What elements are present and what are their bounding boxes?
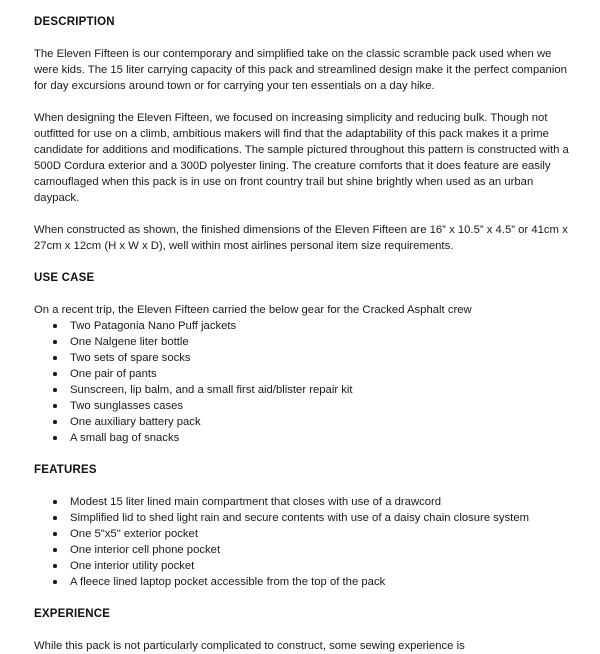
list-item [34,318,572,334]
list-item-label: Simplified lid to shed light rain and secure contents with use of a daisy chain closure system [70,512,530,524]
bullet-icon [53,340,57,344]
list-item [34,574,572,590]
section-heading-experience: EXPERIENCE [34,608,111,620]
list-item [34,510,572,526]
spacer [34,622,572,638]
spacer [34,286,572,302]
description-paragraph-3: When constructed as shown, the finished dimensions of the Eleven Fifteen are 16” x 10.5” x 4.5” or 41cm x 27cm x 12cm (H x W x D), well within most airlines personal item size requirements. [34,224,568,252]
list-item [34,382,572,398]
experience-clipped-row [34,638,572,654]
bullet-icon [53,324,57,328]
list-item [34,334,572,350]
list-item-label: Sunscreen, lip balm, and a small first aid/blister repair kit [70,384,353,396]
spacer [34,590,572,606]
spacer [34,478,572,494]
list-item-label: A small bag of snacks [70,432,180,444]
features-list [34,494,572,590]
use-case-intro: On a recent trip, the Eleven Fifteen carried the below gear for the Cracked Asphalt crew [34,304,472,316]
list-item-label: One 5"x5" exterior pocket [70,528,198,540]
use-case-list [34,318,572,446]
list-item-label: Modest 15 liter lined main compartment that closes with use of a drawcord [70,496,442,508]
list-item-label: One Nalgene liter bottle [70,336,189,348]
list-item [34,558,572,574]
bullet-icon [53,420,57,424]
experience-paragraph-1: While this pack is not particularly complicated to construct, some sewing experience is [34,640,465,652]
bullet-icon [53,516,57,520]
list-item-label: One interior utility pocket [70,560,195,572]
bullet-icon [53,404,57,408]
section-heading-features: FEATURES [34,464,97,476]
bullet-icon [53,564,57,568]
list-item-label: Two sets of spare socks [70,352,191,364]
spacer [34,446,572,462]
description-paragraph-1: The Eleven Fifteen is our contemporary and simplified take on the classic scramble pack used when we were kids. The 15 liter carrying capacity of this pack and streamlined design make it the perfect companion for day excursions around town or for carrying your ten essentials on a day hike. [34,48,567,92]
list-item [34,494,572,510]
bullet-icon [53,548,57,552]
spacer [34,94,572,110]
list-item [34,366,572,382]
list-item [34,542,572,558]
list-item [34,526,572,542]
list-item-label: One interior cell phone pocket [70,544,221,556]
description-paragraph-2: When designing the Eleven Fifteen, we focused on increasing simplicity and reducing bulk. Though not outfitted for use on a climb, ambitious makers will find that the adaptability of this pack makes it a prime candidate for additions and modifications. The sample pictured throughout this pattern is constructed with a 500D Cordura exterior and a 300D polyester lining. The creature comforts that it does feature are easily camouflaged when this pack is in use on front country trail but shine brightly when used as an urban daypack. [34,112,569,204]
list-item [34,350,572,366]
bullet-icon [53,580,57,584]
list-item-label: A fleece lined laptop pocket accessible from the top of the pack [70,576,386,588]
bullet-icon [53,532,57,536]
list-item [34,398,572,414]
spacer [34,254,572,270]
bullet-icon [53,500,57,504]
list-item [34,430,572,446]
bullet-icon [53,388,57,392]
spacer [34,30,572,46]
section-heading-description: DESCRIPTION [34,16,115,28]
bullet-icon [53,356,57,360]
list-item-label: One pair of pants [70,368,157,380]
list-item-label: Two sunglasses cases [70,400,184,412]
list-item [34,414,572,430]
spacer [34,206,572,222]
list-item-label: One auxiliary battery pack [70,416,201,428]
bullet-icon [53,436,57,440]
section-heading-use-case: USE CASE [34,272,95,284]
bullet-icon [53,372,57,376]
list-item-label: Two Patagonia Nano Puff jackets [70,320,237,332]
